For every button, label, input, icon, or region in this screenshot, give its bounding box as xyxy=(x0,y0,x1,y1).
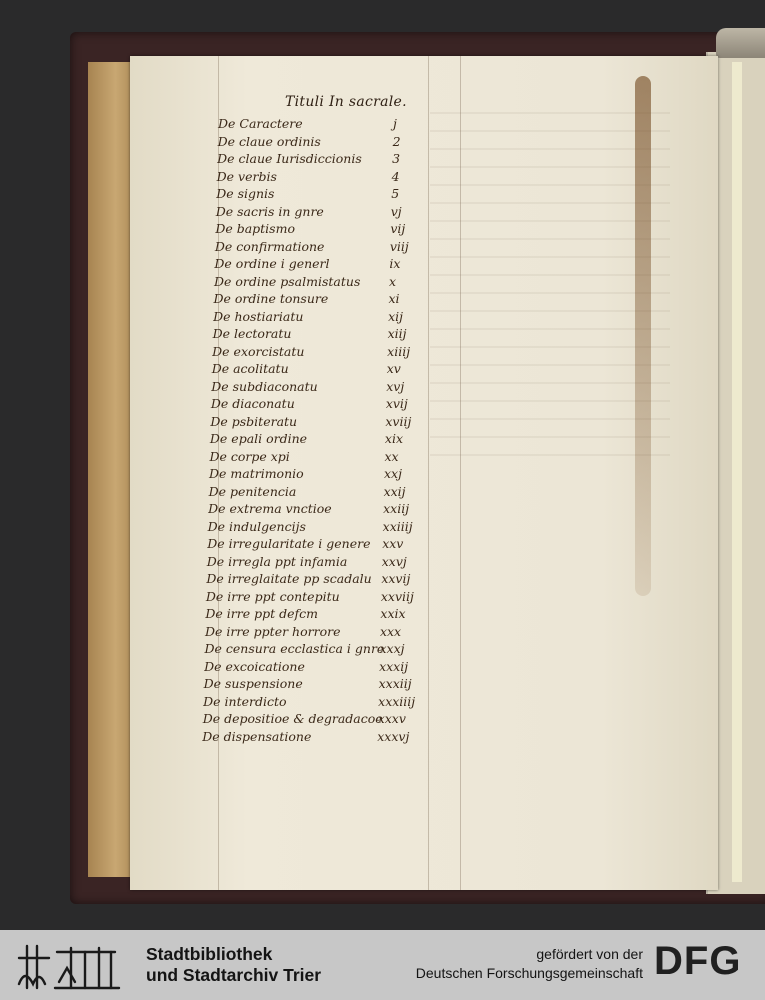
toc-entry-title: De psbiteratu xyxy=(210,413,298,429)
toc-entry-number: xxxvj xyxy=(377,728,410,744)
toc-entry-title: De acolitatu xyxy=(211,361,289,376)
toc-entry-title: De ordine psalmistatus xyxy=(213,273,361,289)
toc-entry-title: De irre ppt defcm xyxy=(205,606,318,621)
toc-entry-number: xxvj xyxy=(381,553,407,569)
toc-entry xyxy=(214,256,428,274)
toc-entry-title: De ordine i generl xyxy=(214,256,330,271)
toc-entry xyxy=(208,501,428,519)
toc-entry xyxy=(205,624,428,642)
toc-entry-title: De irreglaitate pp scadalu xyxy=(206,571,372,586)
page-stain xyxy=(635,76,651,596)
toc-entry-number: xxxj xyxy=(379,641,405,656)
toc-entry-title: De exorcistatu xyxy=(212,343,305,359)
footer-bar xyxy=(0,930,765,1000)
toc-entry-title: De claue Iurisdiccionis xyxy=(217,151,362,166)
toc-entry-number: 5 xyxy=(391,186,400,201)
toc-entry-title: De Caractere xyxy=(218,116,303,131)
toc-entry-number: j xyxy=(393,116,397,131)
funder-line1: gefördert von der xyxy=(536,946,643,962)
toc-entry xyxy=(216,186,428,204)
show-through-text xyxy=(430,96,670,456)
toc-entry xyxy=(209,466,428,484)
toc-entry-number: 4 xyxy=(391,168,400,184)
toc-entry-title: De epali ordine xyxy=(209,431,308,446)
library-name-line1: Stadtbibliothek xyxy=(146,944,273,964)
toc-entry xyxy=(202,729,428,747)
toc-entry-title: De diaconatu xyxy=(210,396,295,411)
toc-entry-title: De signis xyxy=(216,186,275,201)
manuscript-page xyxy=(130,56,718,890)
toc-entry-title: De censura ecclastica i gnre xyxy=(204,641,385,656)
toc-entry-number: xxij xyxy=(383,483,406,499)
ruling-line-middle xyxy=(428,56,429,890)
toc-entry xyxy=(210,431,428,449)
toc-entry xyxy=(214,291,429,309)
toc-entry-number: xxxiiij xyxy=(378,693,416,709)
toc-entry-title: De hostiariatu xyxy=(213,308,304,324)
funder-credit xyxy=(416,945,643,983)
toc-entry-title: De extrema vnctioe xyxy=(208,501,332,516)
toc-entry-title: De corpe xpi xyxy=(209,448,290,464)
toc-entry-number: x xyxy=(388,273,397,289)
library-name xyxy=(146,944,321,986)
toc-entry xyxy=(210,414,428,432)
ruling-line-right xyxy=(460,56,461,890)
toc-entry-number: 3 xyxy=(392,151,401,166)
toc-entry xyxy=(211,396,428,414)
book-clasp xyxy=(716,28,765,58)
funder-line2: Deutschen Forschungsgemeinschaft xyxy=(415,965,643,981)
toc-entry xyxy=(211,379,428,397)
toc-entry-number: xxv xyxy=(382,536,404,551)
toc-entry xyxy=(207,554,428,572)
toc-entry-number: xix xyxy=(384,431,404,446)
toc-entry xyxy=(214,274,428,292)
library-name-line2: und Stadtarchiv Trier xyxy=(146,965,322,985)
toc-entry-title: De dispensatione xyxy=(202,728,312,744)
toc-entry-number: xv xyxy=(386,361,401,376)
toc-entry-title: De confirmatione xyxy=(214,238,325,254)
toc-entry-number: xxxv xyxy=(377,711,406,726)
toc-entry-number: xij xyxy=(388,308,403,324)
toc-entry-number: xxx xyxy=(379,623,402,639)
toc-entry-title: De indulgencijs xyxy=(207,518,306,534)
toc-entry-title: De irre ppt contepitu xyxy=(205,588,340,604)
toc-entry-title: De excoicatione xyxy=(204,658,305,674)
toc-entry xyxy=(218,134,428,152)
toc-entry-number: xxiij xyxy=(383,501,410,516)
table-of-contents xyxy=(202,116,428,746)
toc-entry-title: De sacris in gnre xyxy=(215,203,324,219)
toc-entry xyxy=(207,536,428,554)
toc-entry-title: De irregularitate i genere xyxy=(207,536,371,551)
toc-entry xyxy=(204,676,428,694)
toc-entry xyxy=(205,641,429,659)
toc-entry-title: De interdicto xyxy=(203,693,287,709)
toc-entry xyxy=(204,659,428,677)
toc-entry xyxy=(216,204,428,222)
toc-entry xyxy=(208,519,428,537)
toc-entry-number: viij xyxy=(389,238,409,254)
toc-entry-title: De claue ordinis xyxy=(217,133,321,149)
toc-entry-number: xxviij xyxy=(380,588,414,604)
toc-entry-number: xiiij xyxy=(387,343,411,359)
page-heading: Tituli In sacrale. xyxy=(285,94,407,110)
toc-entry xyxy=(212,361,428,379)
toc-entry-title: De matrimonio xyxy=(209,466,304,481)
toc-entry-number: xxxij xyxy=(379,658,409,674)
toc-entry xyxy=(205,606,428,624)
toc-entry-number: ix xyxy=(389,256,401,271)
toc-entry xyxy=(218,116,428,134)
toc-entry-number: vj xyxy=(390,203,402,219)
toc-entry-title: De irre ppter horrore xyxy=(204,623,341,639)
toc-entry-number: 2 xyxy=(392,133,401,149)
toc-entry xyxy=(209,484,428,502)
toc-entry xyxy=(209,449,428,467)
toc-entry xyxy=(215,221,428,239)
dfg-logo: DFG xyxy=(654,939,742,983)
toc-entry-title: De verbis xyxy=(216,168,277,184)
toc-entry-title: De penitencia xyxy=(208,483,297,499)
toc-entry xyxy=(215,239,428,257)
toc-entry-number: vij xyxy=(390,221,406,236)
trier-archive-logo-icon xyxy=(15,938,125,998)
toc-entry xyxy=(213,309,428,327)
toc-entry-number: xiij xyxy=(387,326,407,341)
toc-entry-number: xxxiij xyxy=(378,676,412,691)
toc-entry-title: De subdiaconatu xyxy=(211,378,318,394)
toc-entry-number: xxj xyxy=(384,466,402,481)
toc-entry-title: De depositioe & degradacoe xyxy=(202,711,383,726)
toc-entry-number: xx xyxy=(384,448,399,464)
toc-entry xyxy=(217,151,428,169)
toc-entry xyxy=(206,589,428,607)
toc-entry-number: xxix xyxy=(380,606,406,621)
toc-entry-title: De ordine tonsure xyxy=(213,291,329,306)
toc-entry xyxy=(203,694,428,712)
toc-entry-number: xxvij xyxy=(381,571,411,586)
toc-entry-number: xi xyxy=(388,291,400,306)
toc-entry-title: De irregla ppt infamia xyxy=(206,553,348,569)
toc-entry-number: xvj xyxy=(386,378,405,394)
toc-entry xyxy=(206,571,428,589)
toc-entry-title: De lectoratu xyxy=(212,326,292,341)
toc-entry-number: xviij xyxy=(385,413,412,429)
toc-entry xyxy=(217,169,428,187)
toc-entry-title: De suspensione xyxy=(203,676,303,691)
toc-entry xyxy=(212,344,428,362)
toc-entry-title: De baptismo xyxy=(215,221,295,236)
toc-entry xyxy=(203,711,428,729)
toc-entry-number: xvij xyxy=(385,396,408,411)
toc-entry-number: xxiiij xyxy=(382,518,413,534)
toc-entry xyxy=(213,326,428,344)
